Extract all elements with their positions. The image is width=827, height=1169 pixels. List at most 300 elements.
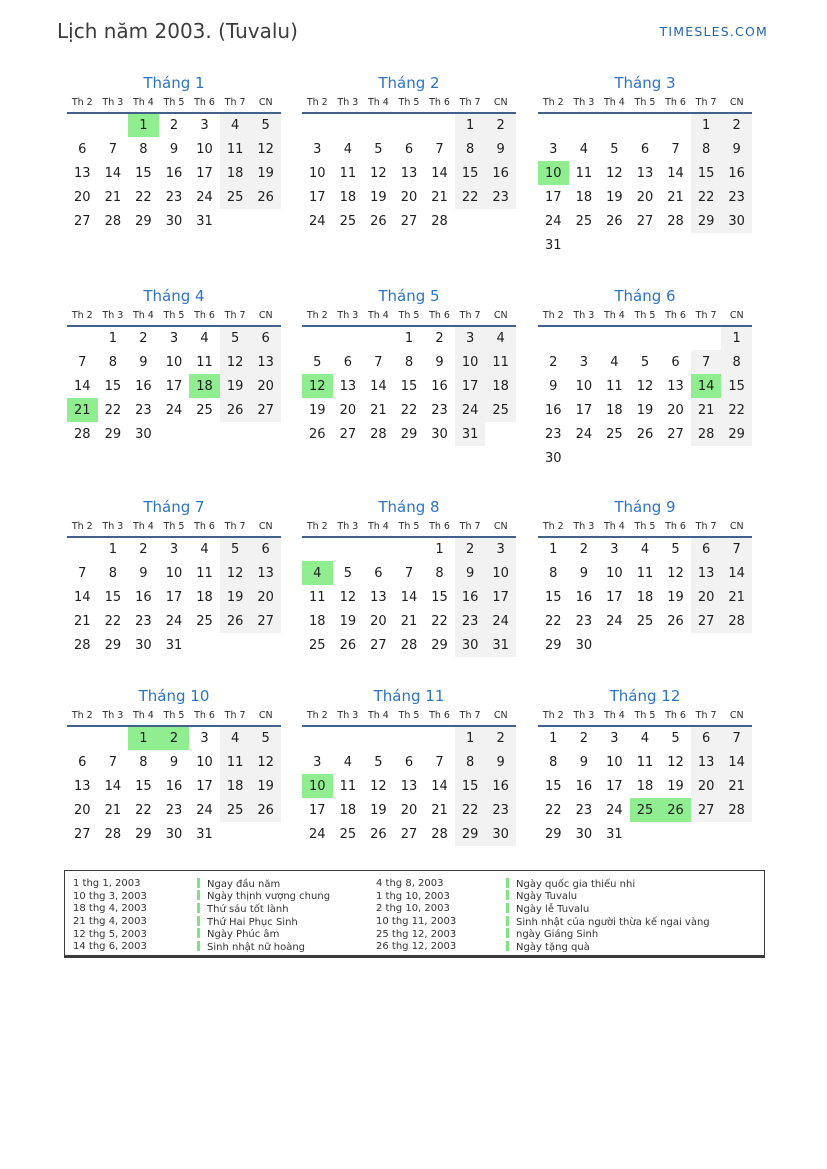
- month-title: Tháng 6: [614, 287, 676, 305]
- empty-cell: [424, 113, 455, 137]
- month-table: [538, 97, 752, 257]
- site-link[interactable]: TIMESLES.COM: [659, 24, 768, 39]
- month-table: [67, 521, 281, 657]
- date-cell: 7: [671, 141, 680, 157]
- date-cell: 23: [135, 613, 152, 629]
- weekend-date-cell: 15: [455, 774, 486, 798]
- date-cell: 3: [549, 141, 558, 157]
- date-cell: 4: [640, 731, 650, 746]
- date-cell: 11: [309, 589, 326, 605]
- empty-cell: [394, 726, 425, 750]
- weekend-date-cell: 30: [485, 822, 516, 846]
- date-cell: 20: [74, 189, 91, 205]
- date-cell: 21: [667, 189, 684, 205]
- date-cell: 23: [545, 426, 562, 442]
- legend-holiday-name: Ngày thịnh vượng chung: [207, 891, 331, 903]
- holiday-date-cell: 1: [128, 726, 159, 750]
- date-cell: 2: [139, 331, 148, 346]
- date-cell: 21: [104, 802, 122, 818]
- date-cell: 11: [196, 565, 213, 581]
- weekday-header: CN: [729, 710, 744, 721]
- date-cell: 23: [575, 802, 593, 818]
- legend-entry: [197, 941, 376, 954]
- date-cell: 18: [575, 189, 593, 205]
- empty-cell: [630, 633, 661, 657]
- month-table: [302, 521, 516, 657]
- date-cell: 27: [370, 637, 387, 653]
- weekday-header: Th 5: [398, 710, 420, 721]
- date-cell: 15: [104, 378, 122, 394]
- date-cell: 28: [74, 426, 91, 442]
- empty-cell: [660, 446, 691, 470]
- holiday-date-cell: 10: [538, 161, 569, 185]
- weekend-date-cell: 7: [721, 726, 752, 750]
- weekday-header: Th 5: [634, 310, 656, 321]
- empty-cell: [721, 446, 752, 470]
- weekend-date-cell: 4: [220, 726, 251, 750]
- date-cell: 30: [135, 637, 152, 653]
- date-cell: 11: [339, 165, 357, 181]
- weekday-header: Th 2: [542, 97, 564, 108]
- weekend-date-cell: 4: [220, 113, 251, 137]
- weekend-date-cell: 27: [691, 609, 722, 633]
- date-cell: 25: [339, 826, 357, 842]
- week-row: [302, 609, 516, 633]
- weekday-header: Th 6: [194, 710, 215, 721]
- date-cell: 1: [404, 331, 414, 346]
- week-row: [67, 161, 281, 185]
- date-cell: 14: [74, 589, 91, 605]
- holiday-marker-icon: [197, 890, 200, 900]
- date-cell: 17: [196, 778, 213, 794]
- date-cell: 5: [374, 141, 383, 157]
- date-cell: 28: [104, 826, 122, 842]
- week-row: [538, 422, 752, 446]
- holiday-date-cell: 25: [630, 798, 661, 822]
- date-cell: 23: [575, 613, 593, 629]
- date-cell: 8: [139, 754, 148, 770]
- legend-holiday-name: Thứ Hai Phục Sinh: [207, 916, 298, 928]
- weekday-header: Th 4: [603, 310, 625, 321]
- weekend-date-cell: 1: [455, 726, 486, 750]
- week-row: [302, 374, 516, 398]
- legend-holiday-name: Ngay đầu năm: [207, 878, 281, 890]
- legend-holiday-name: Sinh nhật của người thừa kế ngai vàng: [516, 916, 710, 928]
- weekend-date-cell: 17: [455, 374, 486, 398]
- weekday-header: Th 4: [603, 521, 625, 532]
- week-row: [67, 185, 281, 209]
- date-cell: 18: [636, 589, 654, 605]
- date-cell: 17: [165, 378, 183, 394]
- month-title: Tháng 2: [378, 74, 440, 92]
- weekend-date-cell: 27: [250, 398, 281, 422]
- date-cell: 30: [165, 213, 183, 229]
- empty-cell: [630, 233, 661, 257]
- weekend-date-cell: 15: [455, 161, 486, 185]
- date-cell: 14: [370, 378, 387, 394]
- legend-entry: [506, 928, 764, 941]
- holiday-date-cell: 10: [302, 774, 333, 798]
- weekday-header: Th 5: [398, 521, 420, 532]
- date-cell: 7: [108, 141, 117, 157]
- weekend-date-cell: 21: [721, 585, 752, 609]
- weekend-date-cell: 9: [485, 137, 516, 161]
- date-cell: 4: [200, 542, 209, 557]
- date-cell: 30: [431, 426, 448, 442]
- date-cell: 7: [435, 141, 444, 157]
- weekend-date-cell: 28: [691, 422, 722, 446]
- date-cell: 14: [400, 589, 418, 605]
- date-cell: 21: [104, 189, 122, 205]
- date-cell: 2: [549, 354, 558, 370]
- legend-holiday-name: Sinh nhật nữ hoàng: [207, 941, 306, 953]
- date-cell: 17: [606, 589, 623, 605]
- weekday-header: CN: [258, 521, 273, 532]
- legend-date: 1 thg 10, 2003: [376, 890, 450, 902]
- weekday-header: CN: [493, 710, 508, 721]
- date-cell: 26: [309, 426, 326, 442]
- legend-holiday-name: Ngày tặng quà: [516, 941, 590, 953]
- week-row: [538, 137, 752, 161]
- weekday-header: Th 2: [71, 521, 93, 532]
- weekend-date-cell: 13: [691, 561, 722, 585]
- empty-cell: [98, 726, 129, 750]
- month-title: Tháng 9: [614, 498, 676, 516]
- weekend-date-cell: 25: [220, 798, 251, 822]
- legend-date: 14 thg 6, 2003: [73, 941, 147, 953]
- weekend-date-cell: 7: [721, 537, 752, 561]
- empty-cell: [660, 326, 691, 350]
- date-cell: 12: [606, 165, 623, 181]
- date-cell: 24: [196, 189, 213, 205]
- weekday-header: Th 5: [163, 310, 185, 321]
- date-cell: 30: [135, 426, 152, 442]
- date-cell: 29: [135, 826, 152, 842]
- weekend-date-cell: 13: [250, 350, 281, 374]
- date-cell: 26: [667, 613, 684, 629]
- date-cell: 11: [339, 778, 357, 794]
- week-row: [302, 537, 516, 561]
- date-cell: 12: [636, 378, 654, 394]
- week-row: [302, 422, 516, 446]
- empty-cell: [660, 113, 691, 137]
- weekday-header: Th 2: [71, 710, 93, 721]
- weekend-date-cell: 26: [250, 185, 281, 209]
- month-block: [67, 288, 281, 446]
- weekend-date-cell: 6: [691, 537, 722, 561]
- weekday-header: Th 6: [665, 710, 686, 721]
- date-cell: 9: [579, 565, 588, 581]
- date-cell: 2: [435, 331, 444, 346]
- weekend-date-cell: 5: [250, 726, 281, 750]
- week-row: [67, 326, 281, 350]
- weekday-header: Th 2: [306, 310, 328, 321]
- empty-cell: [599, 113, 630, 137]
- date-cell: 24: [606, 802, 623, 818]
- date-cell: 4: [610, 354, 619, 370]
- empty-cell: [538, 326, 569, 350]
- date-cell: 22: [400, 402, 418, 418]
- weekday-header: Th 3: [573, 710, 595, 721]
- holiday-marker-icon: [197, 878, 200, 888]
- week-row: [538, 798, 752, 822]
- holiday-date-cell: 4: [302, 561, 333, 585]
- empty-cell: [302, 726, 333, 750]
- date-cell: 5: [374, 754, 383, 770]
- date-cell: 13: [667, 378, 684, 394]
- weekday-header: CN: [729, 521, 744, 532]
- week-row: [538, 209, 752, 233]
- weekend-date-cell: 5: [220, 326, 251, 350]
- month-table: [67, 97, 281, 233]
- weekday-header: Th 6: [194, 521, 215, 532]
- date-cell: 11: [636, 754, 654, 770]
- legend-holiday-name: Thứ sáu tốt lành: [207, 903, 289, 915]
- weekend-date-cell: 8: [721, 350, 752, 374]
- date-cell: 29: [135, 213, 152, 229]
- date-cell: 19: [636, 402, 654, 418]
- weekend-date-cell: 11: [220, 750, 251, 774]
- date-cell: 21: [431, 802, 448, 818]
- empty-cell: [220, 822, 251, 846]
- date-cell: 5: [671, 542, 680, 557]
- date-cell: 16: [575, 778, 593, 794]
- date-cell: 9: [169, 754, 179, 770]
- weekday-header: Th 5: [634, 710, 656, 721]
- empty-cell: [599, 446, 630, 470]
- date-cell: 15: [545, 589, 562, 605]
- date-cell: 29: [400, 426, 418, 442]
- legend-entry: [197, 890, 376, 903]
- date-cell: 21: [431, 189, 448, 205]
- week-row: [302, 137, 516, 161]
- date-cell: 4: [579, 141, 588, 157]
- weekend-date-cell: 12: [220, 561, 251, 585]
- empty-cell: [630, 113, 661, 137]
- date-cell: 10: [165, 565, 183, 581]
- weekend-date-cell: 18: [220, 161, 251, 185]
- holiday-marker-icon: [506, 903, 509, 913]
- date-cell: 1: [108, 331, 117, 346]
- date-cell: 31: [196, 213, 213, 229]
- week-row: [67, 113, 281, 137]
- week-row: [538, 374, 752, 398]
- date-cell: 2: [579, 542, 588, 557]
- date-cell: 23: [165, 802, 183, 818]
- weekday-header: Th 7: [224, 521, 246, 532]
- legend-date: 10 thg 11, 2003: [376, 916, 457, 928]
- legend-entry: [506, 916, 764, 929]
- weekend-date-cell: 22: [691, 185, 722, 209]
- date-cell: 3: [579, 354, 588, 370]
- week-row: [67, 422, 281, 446]
- legend-date: 2 thg 10, 2003: [376, 903, 450, 915]
- week-row: [302, 633, 516, 657]
- weekend-date-cell: 11: [220, 137, 251, 161]
- month-block: [538, 288, 752, 470]
- empty-cell: [333, 537, 364, 561]
- month-block: [67, 75, 281, 233]
- empty-cell: [189, 633, 220, 657]
- week-row: [67, 374, 281, 398]
- weekend-date-cell: 25: [220, 185, 251, 209]
- empty-cell: [394, 113, 425, 137]
- date-cell: 3: [313, 141, 322, 157]
- weekend-date-cell: 23: [485, 185, 516, 209]
- date-cell: 11: [575, 165, 593, 181]
- week-row: [538, 609, 752, 633]
- month-block: [538, 75, 752, 257]
- date-cell: 10: [309, 165, 326, 181]
- date-cell: 24: [196, 802, 213, 818]
- holiday-marker-icon: [506, 878, 509, 888]
- legend-entry: [506, 890, 764, 903]
- week-row: [538, 398, 752, 422]
- date-cell: 12: [667, 565, 684, 581]
- weekend-date-cell: 12: [250, 137, 281, 161]
- week-row: [67, 774, 281, 798]
- empty-cell: [691, 233, 722, 257]
- week-row: [302, 750, 516, 774]
- weekend-date-cell: 3: [485, 537, 516, 561]
- date-cell: 20: [636, 189, 654, 205]
- empty-cell: [485, 422, 516, 446]
- date-cell: 31: [165, 637, 183, 653]
- date-cell: 24: [165, 402, 183, 418]
- date-cell: 17: [165, 589, 183, 605]
- weekend-date-cell: 2: [455, 537, 486, 561]
- weekend-date-cell: 24: [485, 609, 516, 633]
- weekend-date-cell: 1: [721, 326, 752, 350]
- date-cell: 3: [610, 542, 619, 557]
- week-row: [302, 774, 516, 798]
- holiday-marker-icon: [506, 941, 509, 951]
- date-cell: 22: [104, 402, 122, 418]
- date-cell: 15: [135, 778, 152, 794]
- date-cell: 13: [339, 378, 357, 394]
- empty-cell: [660, 822, 691, 846]
- week-row: [538, 750, 752, 774]
- empty-cell: [250, 822, 281, 846]
- weekend-date-cell: 27: [250, 609, 281, 633]
- weekday-header: Th 7: [459, 310, 481, 321]
- date-cell: 6: [671, 354, 680, 370]
- date-cell: 4: [343, 754, 352, 770]
- month-title: Tháng 1: [143, 74, 205, 92]
- date-cell: 26: [339, 637, 357, 653]
- date-cell: 10: [165, 354, 183, 370]
- empty-cell: [363, 537, 394, 561]
- weekday-header: Th 5: [398, 97, 420, 108]
- weekday-header: Th 4: [603, 97, 625, 108]
- weekday-header: CN: [493, 97, 508, 108]
- weekday-header: Th 2: [306, 521, 328, 532]
- weekend-date-cell: 2: [485, 726, 516, 750]
- weekday-header: CN: [493, 310, 508, 321]
- date-cell: 9: [139, 354, 148, 370]
- month-title: Tháng 4: [143, 287, 205, 305]
- weekday-header: Th 4: [132, 97, 154, 108]
- weekend-date-cell: 4: [485, 326, 516, 350]
- weekend-date-cell: 7: [691, 350, 722, 374]
- empty-cell: [691, 822, 722, 846]
- month-table: [302, 310, 516, 446]
- holiday-marker-icon: [506, 928, 509, 938]
- empty-cell: [394, 537, 425, 561]
- empty-cell: [599, 326, 630, 350]
- date-cell: 2: [169, 118, 179, 133]
- date-cell: 12: [370, 778, 387, 794]
- weekday-header: Th 5: [634, 521, 656, 532]
- weekend-date-cell: 2: [721, 113, 752, 137]
- weekend-date-cell: 20: [691, 774, 722, 798]
- weekend-date-cell: 16: [485, 161, 516, 185]
- weekend-date-cell: 3: [455, 326, 486, 350]
- date-cell: 24: [309, 826, 326, 842]
- date-cell: 16: [165, 165, 183, 181]
- weekday-header: Th 2: [71, 310, 93, 321]
- weekend-date-cell: 17: [485, 585, 516, 609]
- week-row: [538, 326, 752, 350]
- date-cell: 4: [343, 141, 352, 157]
- weekend-date-cell: 14: [721, 750, 752, 774]
- date-cell: 27: [339, 426, 357, 442]
- date-cell: 22: [135, 802, 152, 818]
- date-cell: 15: [545, 778, 562, 794]
- empty-cell: [691, 633, 722, 657]
- empty-cell: [67, 537, 98, 561]
- legend-entry: [197, 916, 376, 929]
- empty-cell: [455, 209, 486, 233]
- week-row: [538, 446, 752, 470]
- date-cell: 8: [549, 754, 558, 770]
- weekend-date-cell: 9: [721, 137, 752, 161]
- date-cell: 2: [579, 731, 588, 746]
- weekday-header: Th 7: [695, 521, 717, 532]
- date-cell: 6: [78, 141, 87, 157]
- empty-cell: [250, 209, 281, 233]
- empty-cell: [721, 822, 752, 846]
- date-cell: 29: [545, 826, 562, 842]
- month-table: [302, 97, 516, 233]
- date-cell: 28: [400, 637, 418, 653]
- date-cell: 16: [575, 589, 593, 605]
- date-cell: 25: [196, 402, 213, 418]
- empty-cell: [630, 326, 661, 350]
- weekend-date-cell: 30: [721, 209, 752, 233]
- weekend-date-cell: 28: [721, 798, 752, 822]
- date-cell: 24: [165, 613, 183, 629]
- date-cell: 9: [169, 141, 179, 157]
- date-cell: 21: [74, 613, 91, 629]
- month-block: [538, 499, 752, 657]
- month-title: Tháng 7: [143, 498, 205, 516]
- weekday-header: Th 5: [398, 310, 420, 321]
- empty-cell: [363, 113, 394, 137]
- date-cell: 20: [74, 802, 91, 818]
- holiday-date-cell: 1: [128, 113, 159, 137]
- date-cell: 22: [545, 802, 562, 818]
- empty-cell: [630, 822, 661, 846]
- weekend-date-cell: 19: [220, 374, 251, 398]
- date-cell: 5: [343, 565, 352, 581]
- weekday-header: Th 3: [337, 310, 359, 321]
- date-cell: 29: [431, 637, 448, 653]
- date-cell: 24: [575, 426, 593, 442]
- weekend-date-cell: 19: [250, 161, 281, 185]
- date-cell: 24: [606, 613, 623, 629]
- date-cell: 9: [579, 754, 588, 770]
